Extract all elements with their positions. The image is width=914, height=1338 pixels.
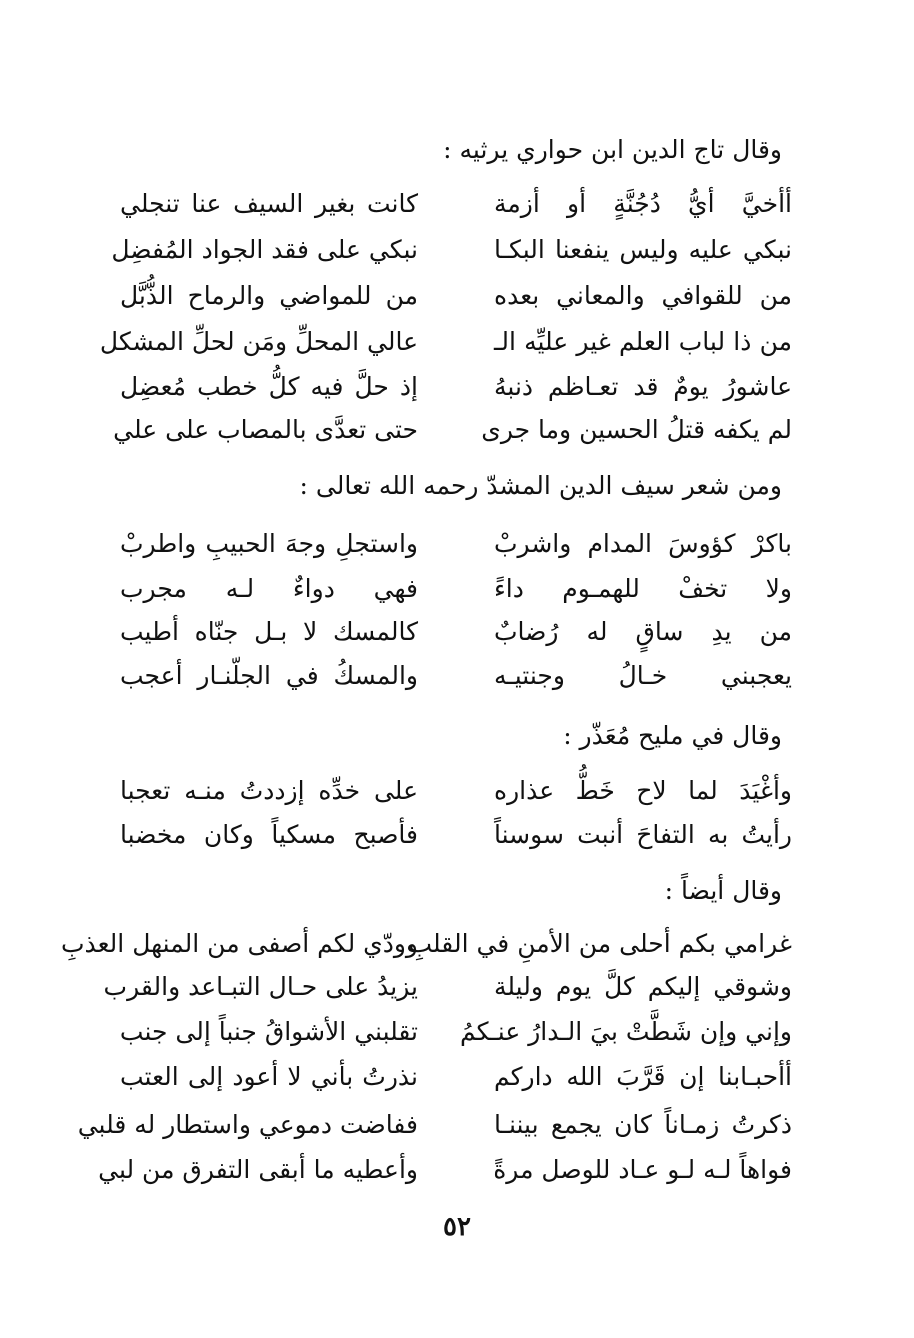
- first-hemistich: يعجبني خـالُ وجنتيـه: [494, 660, 792, 690]
- second-hemistich: إذ حلَّ فيه كلُّ خطب مُعضِل: [120, 371, 418, 401]
- first-hemistich: وأغْيَدَ لما لاح خَطُّ عذاره: [494, 775, 792, 805]
- verse-line: [120, 1053, 792, 1099]
- second-hemistich: كالمسك لا بـل جنّاه أطيب: [120, 616, 418, 646]
- poem-intro: ومن شعر سيف الدين المشدّ رحمه الله تعالى :: [299, 471, 782, 500]
- first-hemistich: ولا تخفْ للهمـوم داءً: [494, 573, 792, 603]
- second-hemistich: كانت بغير السيف عنا تنجلي: [120, 188, 418, 218]
- first-hemistich: أأخيَّ أيُّ دُجُنَّةٍ أو أزمة: [494, 188, 792, 218]
- verse-line: [120, 363, 792, 409]
- verse-line: [60, 920, 792, 966]
- second-hemistich: من للمواضي والرماح الذُّبَّل: [120, 280, 418, 310]
- verse-line: [120, 565, 792, 611]
- page-number: ٥٢: [443, 1212, 471, 1242]
- verse-line: [120, 180, 792, 226]
- verse-line: [120, 272, 792, 318]
- first-hemistich: لم يكفه قتلُ الحسين وما جرى: [481, 414, 792, 444]
- verse-line: [98, 1146, 792, 1192]
- verse-line: [120, 652, 792, 698]
- verse-line: [103, 963, 792, 1009]
- verse-line: [120, 767, 792, 813]
- verse-line: [120, 520, 792, 566]
- first-hemistich: من ذا لباب العلم غير عليِّه الـ: [494, 326, 792, 356]
- verse-line: [120, 1008, 792, 1054]
- first-hemistich: ذكرتُ زمـاناً كان يجمع بيننـا: [494, 1109, 792, 1139]
- second-hemistich: تقلبني الأشواقُ جنباً إلى جنب: [119, 1016, 418, 1046]
- second-hemistich: عالي المحلِّ ومَن لحلِّ المشكل: [99, 326, 418, 356]
- first-hemistich: عاشورُ يومٌ قد تعـاظم ذنبهُ: [494, 371, 792, 401]
- second-hemistich: على خدِّه إزددتُ منـه تعجبا: [120, 775, 418, 805]
- second-hemistich: يزيدُ على حـال التبـاعد والقرب: [103, 971, 418, 1001]
- verse-line: [111, 226, 792, 272]
- second-hemistich: وأعطيه ما أبقى التفرق من لبي: [98, 1154, 418, 1184]
- second-hemistich: والمسكُ في الجلّنـار أعجب: [120, 660, 418, 690]
- second-hemistich: نبكي على فقد الجواد المُفضِل: [111, 234, 418, 264]
- second-hemistich: ففاضت دموعي واستطار له قلبي: [77, 1109, 418, 1139]
- verse-line: [99, 318, 792, 364]
- first-hemistich: رأيتُ به التفاحَ أنبت سوسناً: [494, 819, 792, 849]
- first-hemistich: غرامي بكم أحلى من الأمنِ في القلبِ: [408, 928, 792, 958]
- poem-intro: وقال تاج الدين ابن حواري يرثيه :: [443, 135, 782, 164]
- second-hemistich: نذرتُ بأني لا أعود إلى العتب: [120, 1061, 418, 1091]
- first-hemistich: نبكي عليه وليس ينفعنا البكـا: [494, 234, 792, 264]
- second-hemistich: حتى تعدَّى بالمصاب على علي: [113, 414, 418, 444]
- verse-line: [113, 406, 792, 452]
- first-hemistich: وإني وإن شَطَّتْ بيَ الـدارُ عنـكمُ: [460, 1016, 792, 1046]
- second-hemistich: وودّي لكم أصفى من المنهل العذبِ: [60, 928, 418, 958]
- first-hemistich: باكرْ كؤوسَ المدام واشربْ: [494, 528, 792, 558]
- first-hemistich: فواهاً لـه لـو عـاد للوصل مرةً: [493, 1154, 792, 1184]
- first-hemistich: أأحبـابنا إن قَرَّبَ الله داركم: [494, 1061, 792, 1091]
- poem-intro: وقال في مليح مُعَذّر :: [563, 721, 782, 750]
- verse-line: [120, 608, 792, 654]
- poem-intro: وقال أيضاً :: [664, 876, 782, 905]
- second-hemistich: فأصبح مسكياً وكان مخضبا: [120, 819, 418, 849]
- verse-line: [77, 1101, 792, 1147]
- second-hemistich: فهي دواءٌ لـه مجرب: [120, 573, 418, 603]
- first-hemistich: من يدِ ساقٍ له رُضابٌ: [494, 616, 792, 646]
- first-hemistich: وشوقي إليكم كلَّ يوم وليلة: [494, 971, 792, 1001]
- second-hemistich: واستجلِ وجهَ الحبيبِ واطربْ: [120, 528, 418, 558]
- first-hemistich: من للقوافي والمعاني بعده: [494, 280, 792, 310]
- verse-line: [120, 811, 792, 857]
